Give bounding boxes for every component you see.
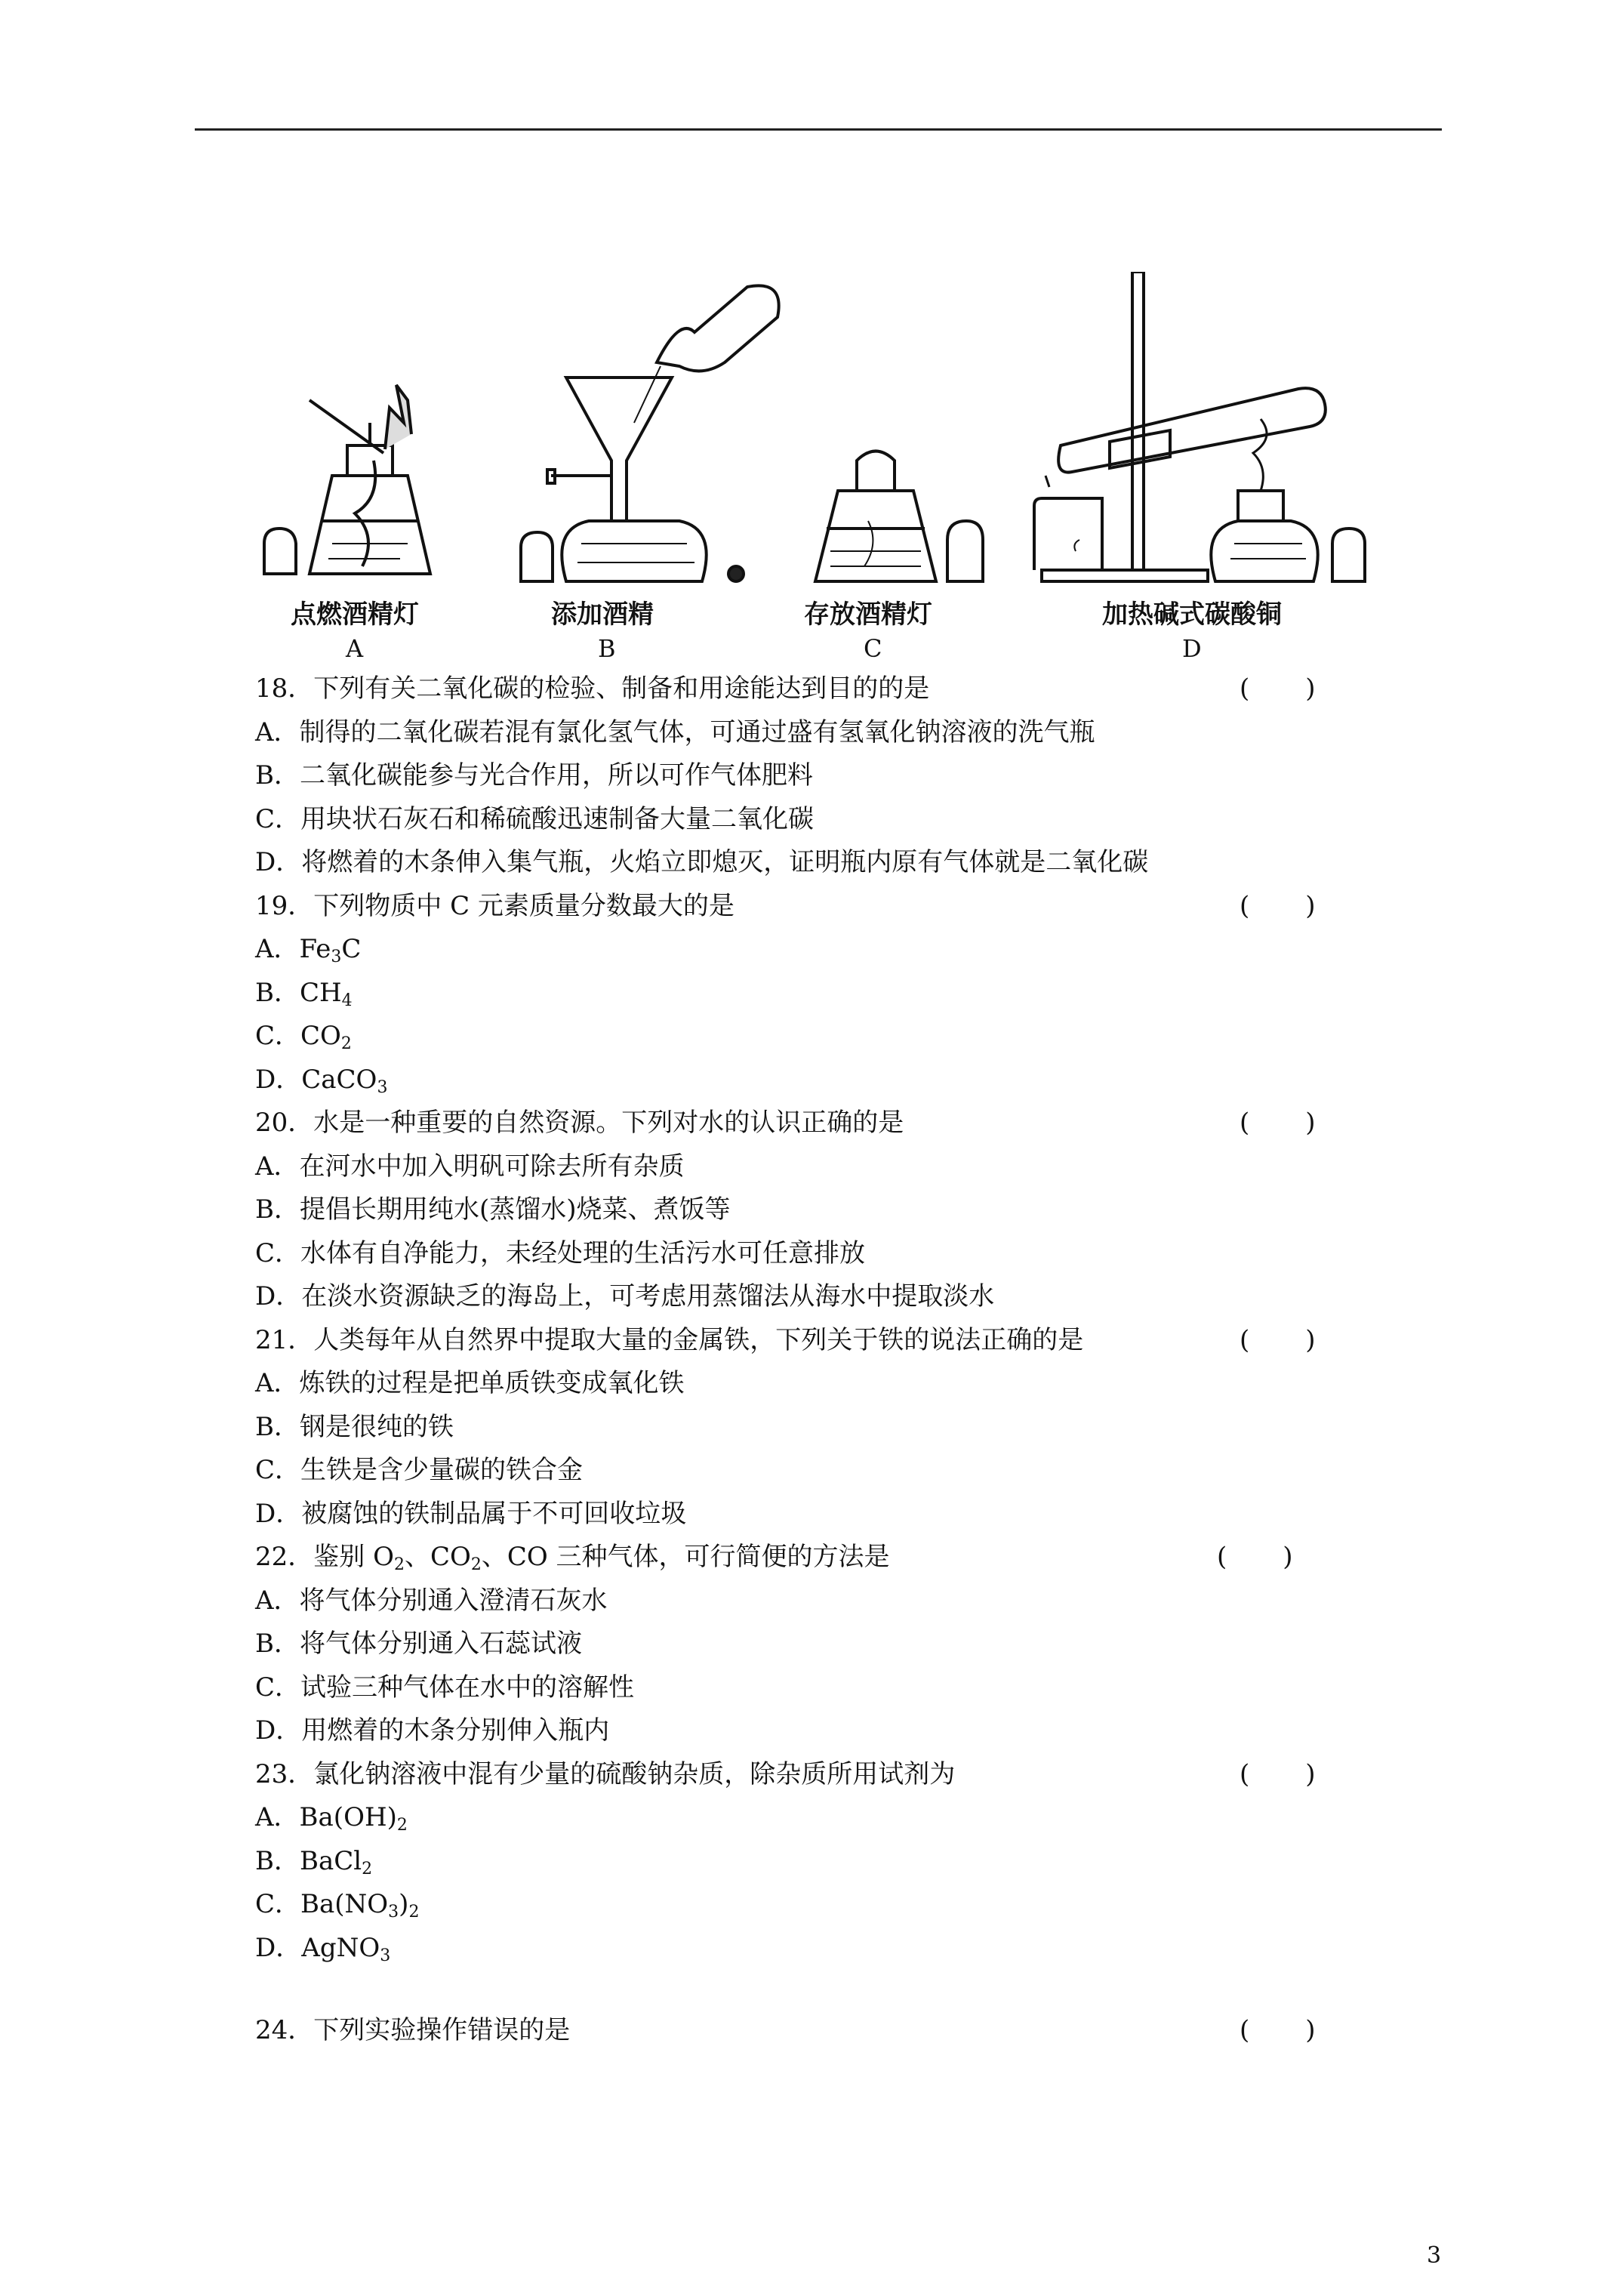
- option: C．试验三种气体在水中的溶解性: [255, 1672, 635, 1703]
- option: C．水体有自净能力，未经处理的生活污水可任意排放: [255, 1237, 866, 1268]
- option: D．用燃着的木条分别伸入瓶内: [255, 1715, 610, 1746]
- question-stem: 23．氯化钠溶液中混有少量的硫酸钠杂质，除杂质所用试剂为 ( ): [255, 1753, 1357, 1797]
- option: B．BaCl$_2$: [255, 1845, 373, 1878]
- option: C．$CO_2$: [255, 1021, 352, 1053]
- option: D．将燃着的木条伸入集气瓶，火焰立即熄灭，证明瓶内原有气体就是二氧化碳: [255, 847, 1149, 877]
- option: D．在淡水资源缺乏的海岛上，可考虑用蒸馏法从海水中提取淡水: [255, 1281, 995, 1311]
- option: D．AgNO$_3$: [255, 1932, 391, 1965]
- question-stem: 19．下列物质中 C 元素质量分数最大的是 ( ): [255, 885, 1357, 929]
- figure-svg: [249, 272, 1397, 664]
- panel-d-drawing: [1034, 272, 1365, 581]
- panel-c-drawing: [815, 451, 983, 582]
- option: D．被腐蚀的铁制品属于不可回收垃圾: [255, 1498, 687, 1529]
- option: A．$Ba(OH)_2$: [255, 1802, 408, 1835]
- option: A．制得的二氧化碳若混有氯化氢气体，可通过盛有氢氧化钠溶液的洗气瓶: [255, 717, 1095, 747]
- caption-a: 点燃酒精灯: [291, 599, 419, 630]
- option: B．$CH_4$: [255, 977, 353, 1010]
- option: B．二氧化碳能参与光合作用，所以可作气体肥料: [255, 760, 813, 791]
- answer-blank: ( ): [1240, 673, 1316, 704]
- answer-blank: ( ): [1240, 1108, 1316, 1138]
- answer-blank: ( ): [1240, 890, 1316, 921]
- answer-blank: ( ): [1240, 1758, 1316, 1789]
- question-stem: 22．鉴别 $O_2$、$CO_2$、CO 三种气体，可行简便的方法是 ( ): [255, 1536, 1357, 1579]
- option: B．钢是很纯的铁: [255, 1411, 454, 1442]
- option: D．CaCO$_3$: [255, 1064, 388, 1097]
- option: B．将气体分别通入石蕊试液: [255, 1629, 582, 1659]
- question-list: [255, 667, 1357, 2053]
- question-stem: 24．下列实验操作错误的是 ( ): [255, 2009, 1357, 2053]
- letter-a: A: [346, 634, 364, 663]
- option: A．$Fe_3C$: [255, 934, 362, 966]
- caption-b: 添加酒精: [551, 599, 654, 630]
- letter-d: D: [1182, 634, 1202, 663]
- letter-b: B: [598, 634, 616, 663]
- option: C．用块状石灰石和稀硫酸迅速制备大量二氧化碳: [255, 803, 815, 834]
- panel-b-drawing: [521, 285, 779, 581]
- caption-d: 加热碱式碳酸铜: [1102, 599, 1282, 630]
- letter-c: C: [864, 634, 882, 663]
- option: C．$Ba(NO_3)_2$: [255, 1889, 420, 1922]
- page-number: 3: [1427, 2242, 1442, 2269]
- caption-c: 存放酒精灯: [804, 599, 932, 630]
- panel-a-drawing: [264, 385, 430, 574]
- answer-blank: ( ): [1240, 1324, 1316, 1355]
- answer-blank: ( ): [1240, 2015, 1316, 2045]
- option: C．生铁是含少量碳的铁合金: [255, 1455, 584, 1485]
- question-stem: 18．下列有关二氧化碳的检验、制备和用途能达到目的的是 ( ): [255, 667, 1357, 711]
- option: A．在河水中加入明矾可除去所有杂质: [255, 1151, 685, 1182]
- answer-blank: ( ): [1217, 1542, 1293, 1572]
- option: A．炼铁的过程是把单质铁变成氧化铁: [255, 1368, 685, 1398]
- question-stem: 20．水是一种重要的自然资源。下列对水的认识正确的是 ( ): [255, 1102, 1357, 1145]
- option: A．将气体分别通入澄清石灰水: [255, 1585, 608, 1616]
- header-rule: [195, 128, 1442, 131]
- lab-operations-figure: [249, 272, 1397, 664]
- option: B．提倡长期用纯水(蒸馏水)烧菜、煮饭等: [255, 1194, 731, 1225]
- question-stem: 21．人类每年从自然界中提取大量的金属铁，下列关于铁的说法正确的是 ( ): [255, 1319, 1357, 1363]
